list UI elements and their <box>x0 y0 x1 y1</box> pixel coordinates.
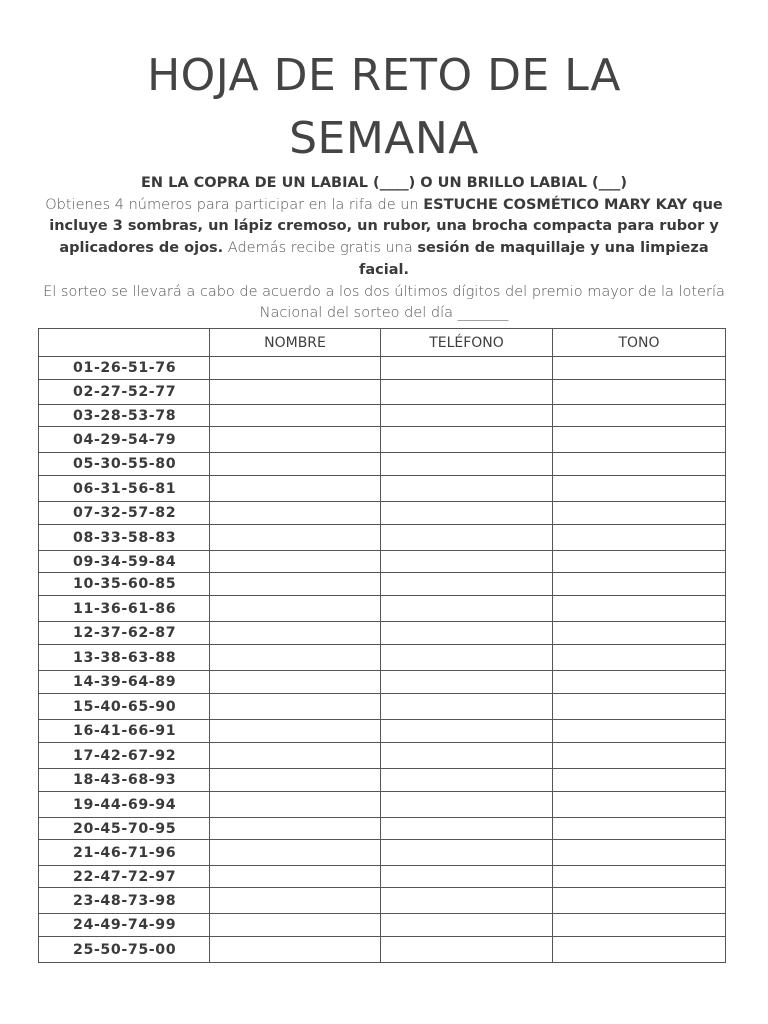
raffle-numbers-cell: 01-26-51-76 <box>39 357 210 380</box>
nombre-cell[interactable] <box>210 840 381 866</box>
title-line-1: HOJA DE RETO DE LA <box>147 50 621 101</box>
nombre-cell[interactable] <box>210 743 381 769</box>
tono-cell[interactable] <box>553 427 726 453</box>
telefono-cell[interactable] <box>381 502 553 525</box>
table-row <box>39 476 726 502</box>
intro-text <box>40 173 728 325</box>
table-row <box>39 888 726 914</box>
header-nombre: NOMBRE <box>210 329 381 357</box>
tono-cell[interactable] <box>553 671 726 694</box>
raffle-numbers-cell: 18-43-68-93 <box>39 769 210 792</box>
tono-cell[interactable] <box>553 914 726 937</box>
table-row <box>39 743 726 769</box>
table-row <box>39 720 726 743</box>
raffle-numbers-cell: 12-37-62-87 <box>39 622 210 645</box>
nombre-cell[interactable] <box>210 818 381 840</box>
page-title <box>0 44 768 170</box>
tono-cell[interactable] <box>553 888 726 914</box>
nombre-cell[interactable] <box>210 573 381 596</box>
raffle-numbers-cell: 08-33-58-83 <box>39 525 210 551</box>
tono-cell[interactable] <box>553 453 726 476</box>
tono-cell[interactable] <box>553 743 726 769</box>
table-row <box>39 427 726 453</box>
tono-cell[interactable] <box>553 937 726 963</box>
header-telefono: TELÉFONO <box>381 329 553 357</box>
raffle-numbers-cell: 14-39-64-89 <box>39 671 210 694</box>
table-row <box>39 937 726 963</box>
nombre-cell[interactable] <box>210 645 381 671</box>
table-row <box>39 502 726 525</box>
raffle-numbers-cell: 19-44-69-94 <box>39 792 210 818</box>
tono-cell[interactable] <box>553 502 726 525</box>
telefono-cell[interactable] <box>381 453 553 476</box>
tono-cell[interactable] <box>553 818 726 840</box>
nombre-cell[interactable] <box>210 769 381 792</box>
telefono-cell[interactable] <box>381 525 553 551</box>
raffle-numbers-cell: 21-46-71-96 <box>39 840 210 866</box>
table-row <box>39 380 726 405</box>
raffle-numbers-cell: 22-47-72-97 <box>39 866 210 888</box>
raffle-numbers-cell: 20-45-70-95 <box>39 818 210 840</box>
tono-cell[interactable] <box>553 596 726 622</box>
telefono-cell[interactable] <box>381 840 553 866</box>
tono-cell[interactable] <box>553 573 726 596</box>
nombre-cell[interactable] <box>210 671 381 694</box>
tono-cell[interactable] <box>553 866 726 888</box>
telefono-cell[interactable] <box>381 792 553 818</box>
nombre-cell[interactable] <box>210 596 381 622</box>
table-row <box>39 405 726 427</box>
nombre-cell[interactable] <box>210 476 381 502</box>
header-numbers <box>39 329 210 357</box>
tono-cell[interactable] <box>553 694 726 720</box>
telefono-cell[interactable] <box>381 671 553 694</box>
telefono-cell[interactable] <box>381 645 553 671</box>
nombre-cell[interactable] <box>210 792 381 818</box>
telefono-cell[interactable] <box>381 551 553 573</box>
telefono-cell[interactable] <box>381 914 553 937</box>
tono-cell[interactable] <box>553 405 726 427</box>
nombre-cell[interactable] <box>210 427 381 453</box>
raffle-numbers-cell: 13-38-63-88 <box>39 645 210 671</box>
tono-cell[interactable] <box>553 840 726 866</box>
nombre-cell[interactable] <box>210 357 381 380</box>
telefono-cell[interactable] <box>381 743 553 769</box>
nombre-cell[interactable] <box>210 453 381 476</box>
table-row <box>39 792 726 818</box>
telefono-cell[interactable] <box>381 888 553 914</box>
table-row <box>39 840 726 866</box>
table-row <box>39 914 726 937</box>
prize-text-b: ESTUCHE COSMÉTICO MARY KAY que incluye 3 sombras, un lápiz cremoso, un rubor, una brocha compacta para rubor y aplicadores de ojos. <box>49 196 723 257</box>
prize-description <box>40 195 728 282</box>
telefono-cell[interactable] <box>381 937 553 963</box>
nombre-cell[interactable] <box>210 937 381 963</box>
tono-cell[interactable] <box>553 720 726 743</box>
raffle-numbers-cell: 11-36-61-86 <box>39 596 210 622</box>
raffle-table <box>38 328 726 963</box>
telefono-cell[interactable] <box>381 596 553 622</box>
table-row <box>39 453 726 476</box>
purchase-condition: EN LA COPRA DE UN LABIAL (____) O UN BRILLO LABIAL (___) <box>141 175 627 191</box>
nombre-cell[interactable] <box>210 888 381 914</box>
header-tono: TONO <box>553 329 726 357</box>
raffle-numbers-cell: 06-31-56-81 <box>39 476 210 502</box>
tono-cell[interactable] <box>553 525 726 551</box>
table-row <box>39 671 726 694</box>
telefono-cell[interactable] <box>381 380 553 405</box>
nombre-cell[interactable] <box>210 694 381 720</box>
raffle-numbers-cell: 23-48-73-98 <box>39 888 210 914</box>
raffle-numbers-cell: 10-35-60-85 <box>39 573 210 596</box>
raffle-numbers-cell: 24-49-74-99 <box>39 914 210 937</box>
telefono-cell[interactable] <box>381 573 553 596</box>
table-row <box>39 769 726 792</box>
nombre-cell[interactable] <box>210 405 381 427</box>
telefono-cell[interactable] <box>381 866 553 888</box>
prize-text-c: Además recibe gratis una <box>223 240 418 257</box>
title-line-2: SEMANA <box>289 113 479 164</box>
tono-cell[interactable] <box>553 357 726 380</box>
raffle-numbers-cell: 03-28-53-78 <box>39 405 210 427</box>
table-row <box>39 573 726 596</box>
table-row <box>39 645 726 671</box>
tono-cell[interactable] <box>553 769 726 792</box>
nombre-cell[interactable] <box>210 551 381 573</box>
nombre-cell[interactable] <box>210 380 381 405</box>
tono-cell[interactable] <box>553 622 726 645</box>
raffle-numbers-cell: 05-30-55-80 <box>39 453 210 476</box>
raffle-numbers-cell: 25-50-75-00 <box>39 937 210 963</box>
nombre-cell[interactable] <box>210 720 381 743</box>
table-row <box>39 357 726 380</box>
tono-cell[interactable] <box>553 380 726 405</box>
nombre-cell[interactable] <box>210 914 381 937</box>
raffle-numbers-cell: 15-40-65-90 <box>39 694 210 720</box>
table-row <box>39 525 726 551</box>
table-row <box>39 818 726 840</box>
prize-text-a: Obtienes 4 números para participar en la rifa de un <box>45 196 424 213</box>
raffle-numbers-cell: 17-42-67-92 <box>39 743 210 769</box>
table-header-row <box>39 329 726 357</box>
table-row <box>39 551 726 573</box>
raffle-numbers-cell: 02-27-52-77 <box>39 380 210 405</box>
table-row <box>39 694 726 720</box>
telefono-cell[interactable] <box>381 427 553 453</box>
tono-cell[interactable] <box>553 476 726 502</box>
telefono-cell[interactable] <box>381 476 553 502</box>
telefono-cell[interactable] <box>381 694 553 720</box>
nombre-cell[interactable] <box>210 525 381 551</box>
telefono-cell[interactable] <box>381 405 553 427</box>
table-row <box>39 866 726 888</box>
telefono-cell[interactable] <box>381 818 553 840</box>
nombre-cell[interactable] <box>210 866 381 888</box>
raffle-numbers-cell: 07-32-57-82 <box>39 502 210 525</box>
tono-cell[interactable] <box>553 645 726 671</box>
prize-text-d: sesión de maquillaje y una limpieza facial. <box>359 240 709 278</box>
raffle-numbers-cell: 16-41-66-91 <box>39 720 210 743</box>
raffle-numbers-cell: 04-29-54-79 <box>39 427 210 453</box>
nombre-cell[interactable] <box>210 622 381 645</box>
telefono-cell[interactable] <box>381 357 553 380</box>
tono-cell[interactable] <box>553 792 726 818</box>
tono-cell[interactable] <box>553 551 726 573</box>
table-row <box>39 622 726 645</box>
telefono-cell[interactable] <box>381 622 553 645</box>
table-row <box>39 596 726 622</box>
telefono-cell[interactable] <box>381 720 553 743</box>
nombre-cell[interactable] <box>210 502 381 525</box>
draw-rules: El sorteo se llevará a cabo de acuerdo a los dos últimos dígitos del premio mayor de la lotería Nacional del sorteo del día _______ <box>43 283 725 322</box>
telefono-cell[interactable] <box>381 769 553 792</box>
raffle-numbers-cell: 09-34-59-84 <box>39 551 210 573</box>
